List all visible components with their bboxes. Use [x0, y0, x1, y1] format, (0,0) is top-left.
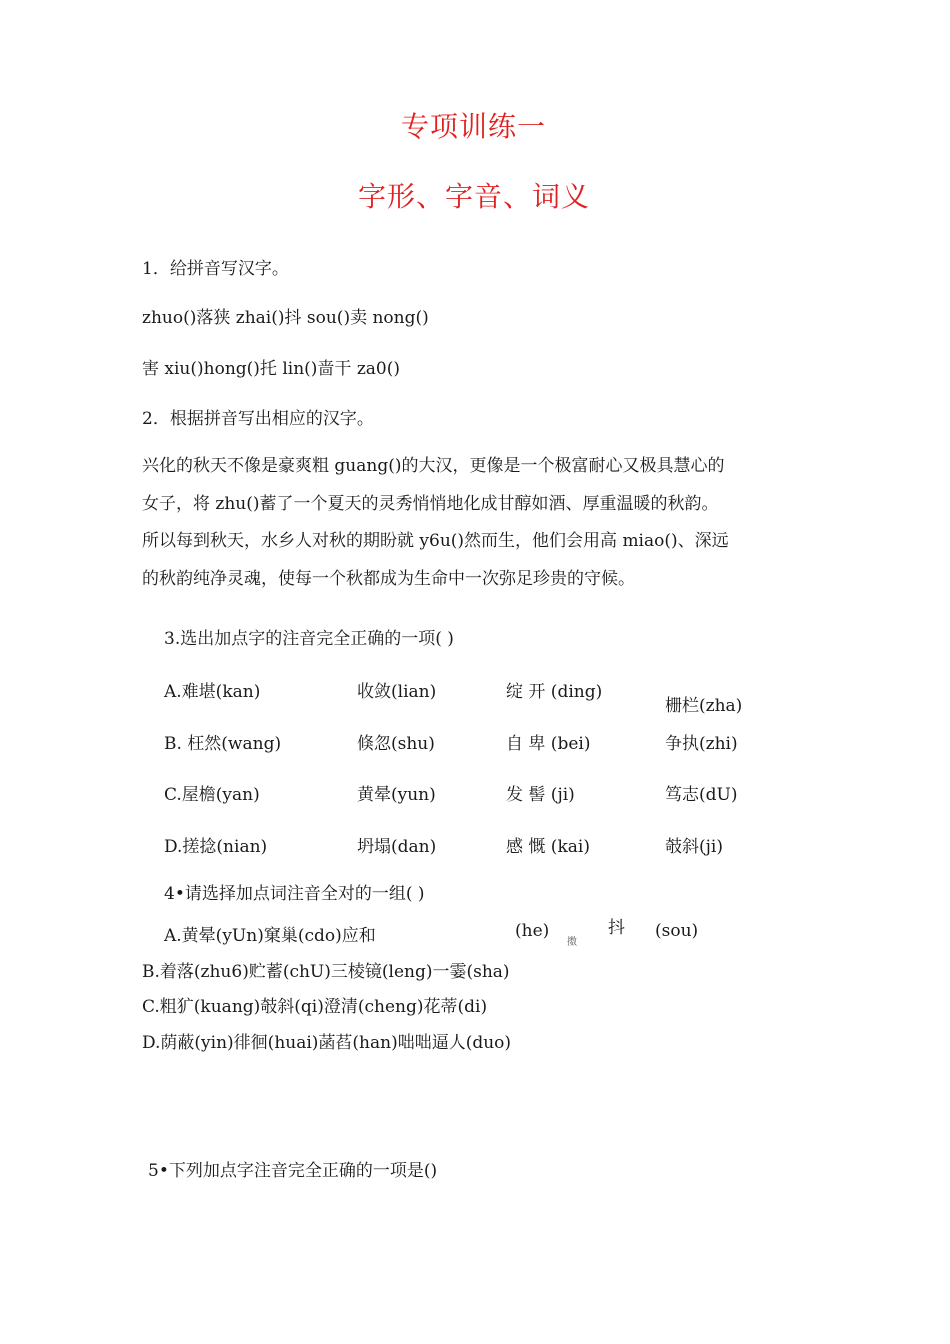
option-cell: 收敛(lian) [357, 682, 437, 702]
paragraph-line: 所以每到秋天，水乡人对秋的期盼就 y6u()然而生，他们会用高 miao()、深远 [142, 531, 729, 551]
option-cell: D.搓捻(nian) [164, 837, 268, 857]
q4-option-d: D.荫蔽(yin)徘徊(huai)菡萏(han)咄咄逼人(duo) [142, 1033, 512, 1053]
option-cell: 自 卑 (bei) [506, 734, 591, 754]
option-cell: 发 髻 (ji) [506, 785, 575, 805]
page-subtitle: 字形、字音、词义 [358, 180, 591, 213]
q1-prompt: 1．给拼音写汉字。 [142, 259, 289, 279]
option-a-sou: (sou) [655, 921, 699, 941]
paragraph-line: 兴化的秋天不像是豪爽粗 guang()的大汉，更像是一个极富耐心又极具慧心的 [142, 456, 725, 476]
paragraph-line: 女子，将 zhu()蓄了一个夏天的灵秀悄悄地化成甘醇如酒、厚重温暖的秋韵。 [142, 493, 719, 514]
q4-option-c: C.粗犷(kuang)攲斜(qi)澄清(cheng)花蒂(di) [142, 997, 488, 1017]
option-cell: 坍塌(dan) [357, 837, 437, 857]
page-title: 专项训练一 [401, 110, 547, 143]
option-cell: B. 枉然(wang) [164, 734, 282, 754]
option-cell: 倏忽(shu) [357, 734, 435, 754]
q1-line1: zhuo()落狭 zhai()抖 sou()卖 nong() [142, 308, 429, 328]
option-cell: 争执(zhi) [665, 734, 738, 754]
option-cell: C.屋檐(yan) [164, 785, 260, 805]
option-cell: 栅栏(zha) [665, 696, 743, 716]
option-a-text: A.黄晕(yUn)窠巢(cdo)应和 [164, 926, 376, 946]
option-cell: A.难堪(kan) [164, 682, 261, 702]
paragraph-line: 的秋韵纯净灵魂，使每一个秋都成为生命中一次弥足珍贵的守候。 [142, 568, 635, 589]
q4-prompt: 4•请选择加点词注音全对的一组( ) [164, 884, 425, 904]
option-cell: 感 慨 (kai) [506, 837, 590, 857]
option-a-dou: 抖 [608, 918, 625, 938]
q3-prompt: 3.选出加点字的注音完全正确的一项( ) [164, 629, 454, 649]
q2-prompt: 2．根据拼音写出相应的汉字。 [142, 409, 374, 429]
q2-paragraph [142, 448, 802, 598]
option-cell: 攲斜(ji) [665, 837, 723, 857]
option-cell: 黄晕(yun) [357, 785, 436, 805]
q4-option-b: B.着落(zhu6)贮蓄(chU)三棱镜(leng)一霎(sha) [142, 962, 510, 982]
q1-line2: 害 xiu()hong()托 lin()啬干 za0() [142, 359, 400, 379]
q5-prompt: 5•下列加点字注音完全正确的一项是() [148, 1161, 438, 1181]
option-cell: 笃志(dU) [665, 785, 738, 805]
option-a-he: (he) [515, 921, 550, 941]
option-a-mark: 擞 [567, 937, 577, 948]
option-cell: 绽 开 (ding) [506, 682, 603, 702]
